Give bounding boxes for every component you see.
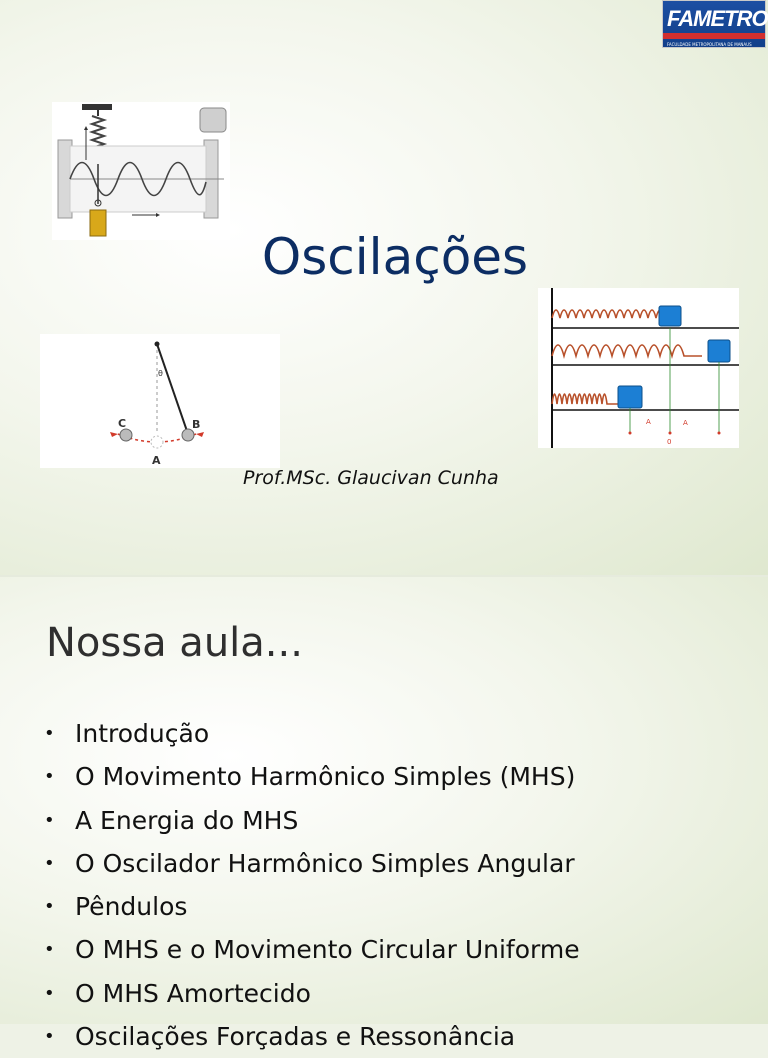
bullet-icon: • [44, 852, 55, 874]
topic-text: Pêndulos [75, 892, 188, 922]
topic-text: O Movimento Harmônico Simples (MHS) [75, 762, 576, 792]
bullet-icon: • [44, 723, 55, 744]
list-item [44, 712, 580, 755]
bullet-icon: • [44, 896, 55, 918]
label-c: C [118, 417, 127, 430]
topic-text: A Energia do MHS [75, 805, 299, 835]
origin-label: 0 [667, 438, 672, 446]
bullet-icon: • [44, 809, 55, 831]
amplitude-label-left: A [646, 418, 651, 426]
list-item [44, 799, 580, 842]
list-item [44, 928, 580, 971]
pendulum-figure [40, 334, 280, 468]
amplitude-label-right: A [683, 419, 688, 427]
list-item [44, 885, 580, 928]
presentation-title: Oscilações [261, 228, 529, 286]
bullet-icon: • [44, 766, 55, 788]
bullet-icon: • [44, 982, 55, 1004]
spring-oscillators-figure [538, 288, 739, 448]
list-item [44, 1015, 580, 1058]
topic-text: O MHS Amortecido [75, 978, 311, 1008]
agenda-heading: Nossa aula... [46, 620, 303, 666]
bullet-icon: • [44, 1026, 55, 1048]
label-a: A [152, 454, 161, 467]
topic-text: O MHS e o Movimento Circular Uniforme [75, 935, 580, 965]
spring-mass-drum-figure [52, 102, 230, 240]
topic-text: Introdução [75, 719, 210, 748]
author-name: Prof.MSc. Glaucivan Cunha [243, 467, 499, 489]
list-item [44, 842, 580, 885]
topic-text: O Oscilador Harmônico Simples Angular [75, 848, 575, 878]
fametro-logo [662, 0, 766, 48]
list-item [44, 972, 580, 1015]
bullet-icon: • [44, 939, 55, 961]
logo-text: FAMETRO [667, 6, 768, 31]
logo-tagline: FACULDADE METROPOLITANA DE MANAUS [667, 42, 752, 47]
logo-stripe [663, 33, 765, 39]
label-theta: θ [158, 369, 163, 378]
topic-text: Oscilações Forçadas e Ressonância [75, 1022, 516, 1052]
list-item [44, 755, 580, 798]
topics-list [44, 712, 580, 1058]
label-b: B [192, 418, 201, 431]
